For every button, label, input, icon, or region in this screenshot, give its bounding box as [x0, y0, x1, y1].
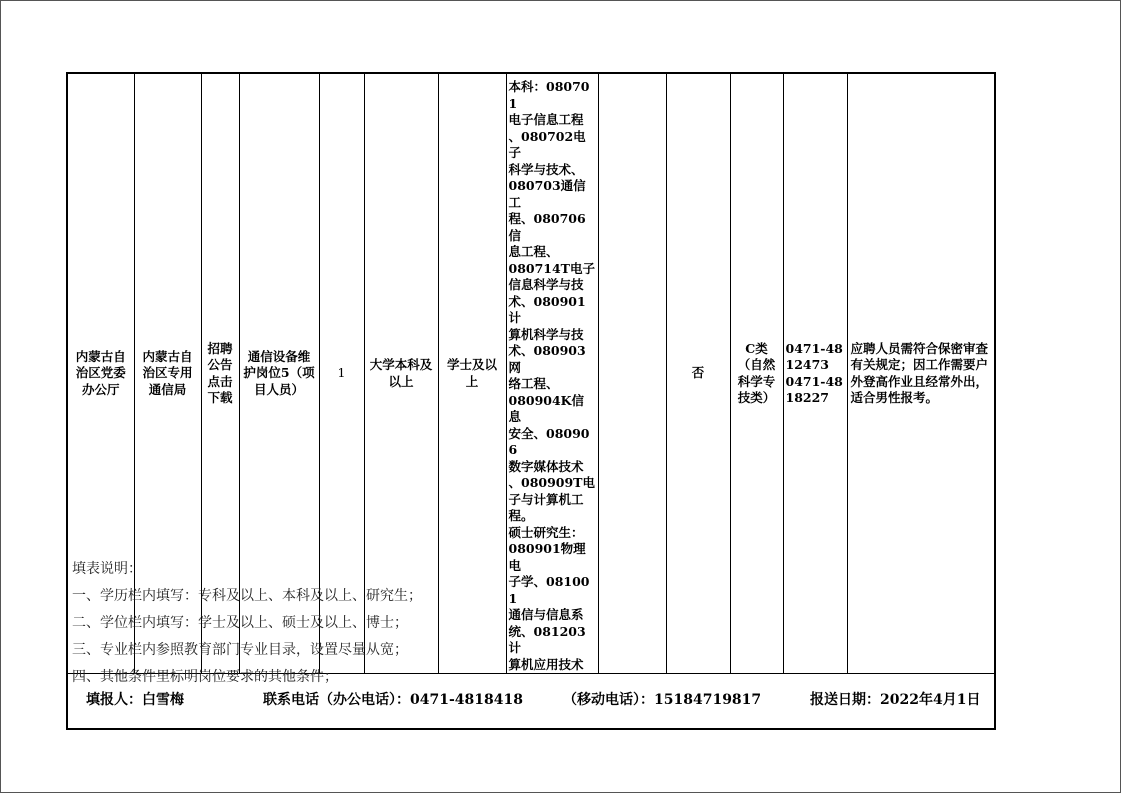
major-line: 080714T电子: [508, 260, 595, 276]
major-line: 程、080706信: [508, 211, 586, 243]
filling-instructions: [72, 556, 422, 691]
report-date-label: 报送日期：2022年4月1日: [810, 692, 981, 708]
major-cell: [506, 73, 598, 674]
major-line: 硕士研究生：: [508, 524, 584, 540]
announcement-download-link[interactable]: 招聘公告点击下载: [201, 73, 239, 674]
major-line: 科学与技术、: [508, 161, 584, 177]
major-line: 通信与信息系: [508, 607, 584, 622]
mobile-phone-label: （移动电话）：15184719817: [563, 692, 762, 708]
department-cell: 内蒙古自治区专用通信局: [134, 73, 201, 674]
limited-cell: 否: [666, 73, 730, 674]
instructions-title: 填表说明：: [72, 561, 142, 577]
major-line: 080904K信息: [508, 392, 585, 424]
education-cell: 大学本科及以上: [364, 73, 438, 674]
unit-cell: 内蒙古自治区党委办公厅: [67, 73, 134, 674]
major-line: 程。: [508, 508, 534, 523]
major-line: 安全、080906: [508, 425, 590, 457]
instruction-item: 一、学历栏内填写：专科及以上、本科及以上、研究生；: [72, 588, 422, 604]
major-line: 算机应用技术: [508, 656, 584, 672]
major-line: 术、080901计: [508, 293, 586, 325]
instruction-item: 二、学位栏内填写：学士及以上、硕士及以上、博士；: [72, 615, 408, 631]
instruction-item: 四、其他条件里标明岗位要求的其他条件；: [72, 669, 338, 685]
remark-cell: 应聘人员需符合保密审查有关规定；因工作需要户外登高作业且经常外出，适合男性报考。: [847, 73, 995, 674]
degree-cell: 学士及以上: [438, 73, 506, 674]
major-line: 080901物理电: [508, 541, 586, 573]
major-line: 电子信息工程: [508, 112, 584, 127]
major-line: 信息科学与技: [508, 277, 584, 292]
headcount-cell: 1: [319, 73, 364, 674]
office-phone-label: 联系电话（办公电话）：0471-4818418: [263, 692, 523, 708]
reporter-label: 填报人：白雪梅: [86, 692, 184, 708]
major-line: 术、080903网: [508, 343, 586, 375]
category-cell: C类（自然科学专技类）: [730, 73, 783, 674]
phone-number: 0471-4812473: [785, 340, 843, 372]
major-line: 、080909T电: [508, 475, 595, 490]
major-line: 息工程、: [508, 244, 559, 259]
position-cell: 通信设备维护岗位5（项目人员）: [239, 73, 319, 674]
major-line: 本科：080701: [508, 79, 590, 111]
major-line: 络工程、: [508, 376, 559, 391]
major-line: 子与计算机工: [508, 491, 584, 507]
major-line: 算机科学与技: [508, 326, 584, 342]
phone-number: 0471-4818227: [785, 373, 843, 405]
major-line: 统、081203计: [508, 623, 586, 655]
instruction-item: 三、专业栏内参照教育部门专业目录，设置尽量从宽；: [72, 642, 408, 658]
contact-phone-cell: [783, 73, 847, 674]
major-line: 080703通信工: [508, 178, 586, 210]
major-line: 子学、081001: [508, 574, 590, 606]
other-conditions-cell: [598, 73, 666, 674]
major-line: 数字媒体技术: [508, 458, 584, 474]
major-line: 、080702电子: [508, 128, 586, 160]
